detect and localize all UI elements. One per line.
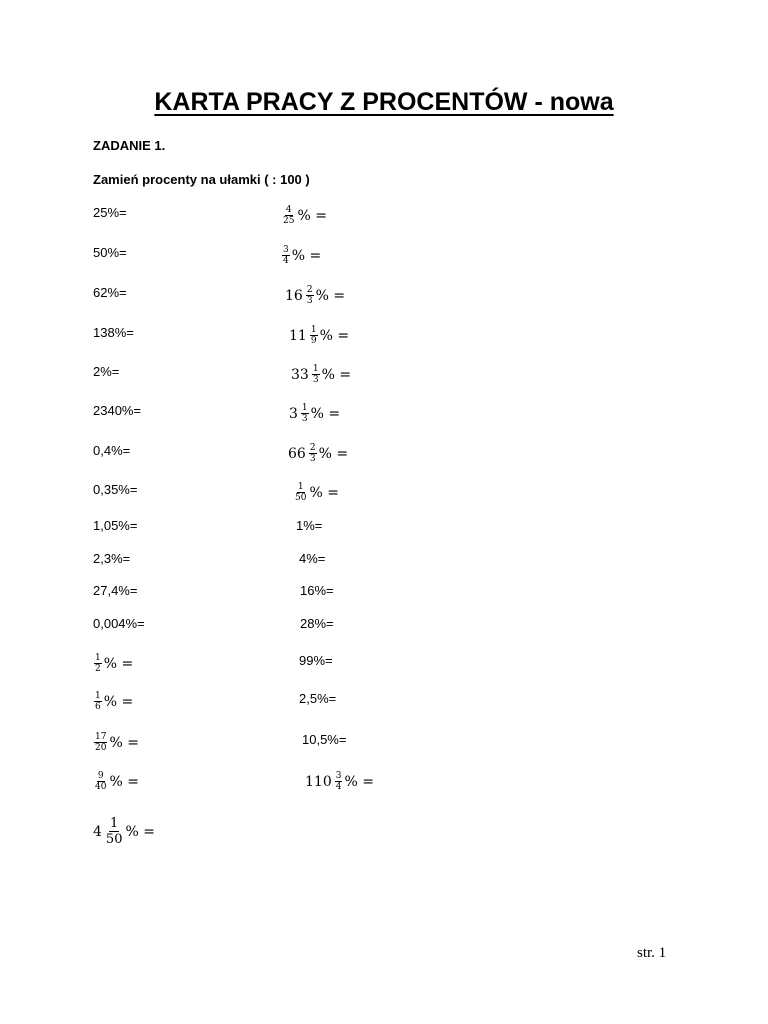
exercise-item [281,245,321,266]
percent-equals: % = [297,207,327,224]
exercise-item [296,518,322,534]
exercise-item [93,403,141,419]
numerator: 1 [110,816,119,831]
fraction [282,245,290,266]
exercise-item [93,816,155,847]
fraction [312,364,320,385]
denominator: 6 [95,702,101,712]
denominator: 4 [283,256,289,266]
denominator: 40 [95,782,107,792]
numerator: 2 [309,443,316,453]
denominator: 4 [335,782,342,792]
denominator: 25 [283,216,295,226]
exercise-item [281,205,327,226]
page-number: str. 1 [637,945,667,961]
exercise-text: 0,004%= [93,616,145,631]
exercise-item [289,325,349,346]
exercise-item [93,245,127,261]
exercise-text: 2,5%= [299,691,337,706]
exercise-text: 0,4%= [93,443,131,458]
exercise-item [93,285,127,301]
percent-equals: % = [291,247,322,264]
percent-equals: % = [318,445,349,462]
exercise-item [93,732,139,753]
fraction [94,691,102,712]
exercise-text: 2,3%= [93,551,131,566]
exercise-item [93,551,130,567]
exercise-text: 1,05%= [93,518,138,533]
exercise-text: 16%= [300,583,334,598]
exercise-text: 0,35%= [93,482,138,497]
exercise-text: 138%= [93,325,134,340]
fraction [335,771,343,792]
denominator: 20 [95,743,107,753]
fraction [105,816,124,847]
exercise-item [302,732,346,748]
fraction [94,653,102,674]
fraction [294,482,307,503]
percent-equals: % = [103,655,134,672]
exercise-text: 50%= [93,245,127,260]
exercise-text: 2340%= [93,403,142,418]
exercise-item [289,403,340,424]
whole-number: 3 [289,405,298,422]
denominator: 50 [105,832,123,847]
whole-number: 16 [285,287,303,304]
denominator: 3 [306,296,313,306]
numerator: 9 [97,771,104,781]
whole-number: 11 [289,327,307,344]
fraction [301,403,309,424]
exercise-item [93,482,137,498]
percent-equals: % = [103,693,134,710]
numerator: 2 [306,285,313,295]
exercise-text: 99%= [299,653,333,668]
percent-equals: % = [109,734,139,751]
percent-equals: % = [109,773,139,790]
exercise-text: 25%= [93,205,127,220]
numerator: 1 [95,691,101,701]
numerator: 3 [335,771,342,781]
exercise-item [285,285,345,306]
denominator: 3 [312,375,319,385]
exercise-text: 4%= [299,551,326,566]
exercise-item [93,443,130,459]
fraction [94,732,107,753]
exercise-item [300,583,334,599]
numerator: 1 [301,403,308,413]
exercise-item [93,518,137,534]
exercise-item [305,771,374,792]
page-title: KARTA PRACY Z PROCENTÓW - nowa [154,88,614,116]
exercise-item [299,653,333,669]
numerator: 1 [310,325,317,335]
percent-equals: % = [344,773,374,790]
numerator: 1 [312,364,319,374]
exercise-item [93,325,134,341]
fraction [282,205,295,226]
percent-equals: % = [310,405,341,422]
percent-equals: % = [125,823,155,840]
denominator: 9 [310,336,317,346]
percent-equals: % = [309,484,339,501]
whole-number: 33 [291,366,309,383]
fraction [94,771,107,792]
denominator: 3 [309,454,316,464]
denominator: 2 [95,664,101,674]
percent-equals: % = [319,327,350,344]
fraction [310,325,318,346]
exercise-item [93,364,119,380]
task-label: ZADANIE 1. [93,138,166,153]
numerator: 4 [285,205,292,215]
exercise-item [93,616,145,632]
task-instruction: Zamień procenty na ułamki ( : 100 ) [93,172,310,187]
exercise-text: 62%= [93,285,127,300]
exercise-item [299,551,325,567]
exercise-item [93,691,133,712]
exercise-item [93,205,127,221]
denominator: 50 [295,493,307,503]
numerator: 1 [95,653,101,663]
exercise-item [300,616,334,632]
exercise-text: 1%= [296,518,323,533]
whole-number: 4 [93,823,102,840]
whole-number: 66 [288,445,306,462]
exercise-text: 28%= [300,616,334,631]
fraction [309,443,317,464]
exercise-text: 27,4%= [93,583,138,598]
exercise-item [93,583,137,599]
exercise-text: 10,5%= [302,732,347,747]
exercise-item [291,364,351,385]
exercise-item [93,653,133,674]
whole-number: 110 [305,773,332,790]
numerator: 17 [95,732,107,742]
exercise-item [293,482,339,503]
exercise-text: 2%= [93,364,120,379]
exercise-item [93,771,139,792]
numerator: 3 [283,245,289,255]
percent-equals: % = [321,366,352,383]
numerator: 1 [297,482,304,492]
fraction [306,285,314,306]
exercise-item [288,443,348,464]
denominator: 3 [301,414,308,424]
percent-equals: % = [315,287,346,304]
exercise-item [299,691,336,707]
